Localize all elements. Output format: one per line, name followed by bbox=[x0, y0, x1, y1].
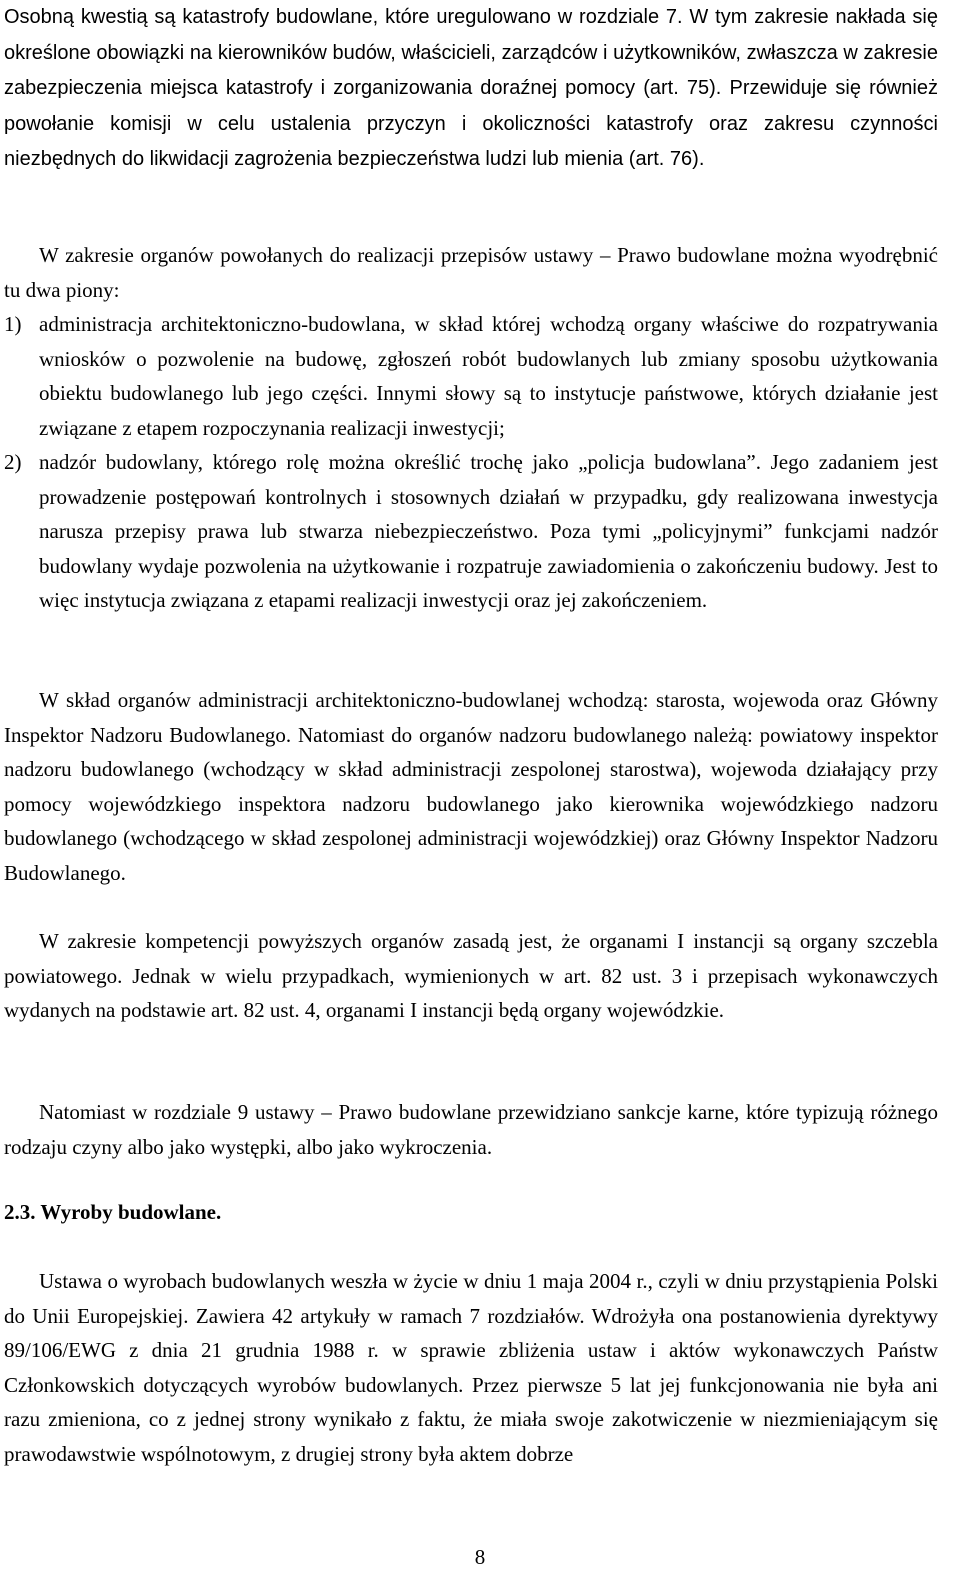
list-item-number: 1) bbox=[4, 312, 22, 336]
section-heading: 2.3. Wyroby budowlane. bbox=[4, 1200, 222, 1224]
list-item-number: 2) bbox=[4, 450, 22, 474]
paragraph-katastrofy-part1: Osobną kwestią są katastrofy budowlane, które uregulowano w rozdziale 7. W tym zakresie nakłada się określone obowiązki na kierowników budów, właścicieli, zarządców i użytkowników, zwłaszcza w zakresie zabezpieczenia miejsca katastrofy i zorganizowania doraźnej pomocy (art. 75). bbox=[4, 6, 938, 99]
paragraph-sklad-organow: W skład organów administracji architektoniczno-budowlanej wchodzą: starosta, wojewoda oraz Główny Inspektor Nadzoru Budowlanego. Natomiast do organów nadzoru budowlanego należą: powiatowy inspektor nadzoru budowlanego (wchodzący w skład administracji zespolonej starostwa), wojewoda działający przy pomocy wojewódzkiego inspektora nadzoru budowlanego jako kierownika wojewódzkiego nadzoru budowlanego (wchodzącego w skład zespolonej administracji wojewódzkiej) oraz Główny Inspektor Nadzoru Budowlanego. bbox=[4, 688, 938, 885]
list-item bbox=[4, 445, 938, 618]
paragraph-organy-intro: W zakresie organów powołanych do realizacji przepisów ustawy – Prawo budowlane można wyodrębnić tu dwa piony: bbox=[4, 243, 938, 302]
page-number: 8 bbox=[474, 1545, 486, 1569]
list-item bbox=[4, 307, 938, 445]
paragraph-katastrofy-part2: Przewiduje się również powołanie komisji w celu ustalenia przyczyn i okoliczności katastrofy oraz zakresu czynności niezbędnych do likwidacji zagrożenia bezpieczeństwa ludzi lub mienia (art. 76). bbox=[4, 77, 938, 170]
paragraph-katastrofy bbox=[4, 0, 938, 177]
paragraph-wyroby: Ustawa o wyrobach budowlanych weszła w życie w dniu 1 maja 2004 r., czyli w dniu przystąpienia Polski do Unii Europejskiej. Zawiera 42 artykuły w ramach 7 rozdziałów. Wdrożyła ona postanowienia dyrektywy 89/106/EWG z dnia 21 grudnia 1988 r. w sprawie zbliżenia ustaw i aktów wykonawczych Państw Członkowskich dotyczących wyrobów budowlanych. Przez pierwsze 5 lat jej funkcjonowania nie była ani razu zmieniona, co z jednej strony wynikało z faktu, że miała swoje zakotwiczenie w niezmieniającym się prawodawstwie wspólnotowym, z drugiej strony była aktem dobrze bbox=[4, 1269, 938, 1466]
paragraph-kompetencje: W zakresie kompetencji powyższych organów zasadą jest, że organami I instancji są organy szczebla powiatowego. Jednak w wielu przypadkach, wymienionych w art. 82 ust. 3 i przepisach wykonawczych wydanych na podstawie art. 82 ust. 4, organami I instancji będą organy wojewódzkie. bbox=[4, 929, 938, 1022]
paragraph-sankcje: Natomiast w rozdziale 9 ustawy – Prawo budowlane przewidziano sankcje karne, które typizują różnego rodzaju czyny albo jako występki, albo jako wykroczenia. bbox=[4, 1100, 938, 1159]
list-item-text: nadzór budowlany, którego rolę można określić trochę jako „policja budowlana”. Jego zadaniem jest prowadzenie postępowań kontrolnych i stosownych działań w przypadku, gdy realizowana inwestycja narusza przepisy prawa lub stwarza niebezpieczeństwo. Poza tymi „policyjnymi” funkcjami nadzór budowlany wydaje pozwolenia na użytkowanie i rozpatruje zawiadomienia o zakończeniu budowy. Jest to więc instytucja związana z etapami realizacji inwestycji oraz jej zakończeniem. bbox=[39, 450, 938, 612]
list-item-text: administracja architektoniczno-budowlana, w skład której wchodzą organy właściwe do rozpatrywania wniosków o pozwolenie na budowę, zgłoszeń robót budowlanych lub zmiany sposobu użytkowania obiektu budowlanego lub jego części. Innymi słowy są to instytucje państwowe, których działanie jest związane z etapem rozpoczynania realizacji inwestycji; bbox=[39, 312, 938, 440]
organ-list bbox=[4, 307, 938, 618]
